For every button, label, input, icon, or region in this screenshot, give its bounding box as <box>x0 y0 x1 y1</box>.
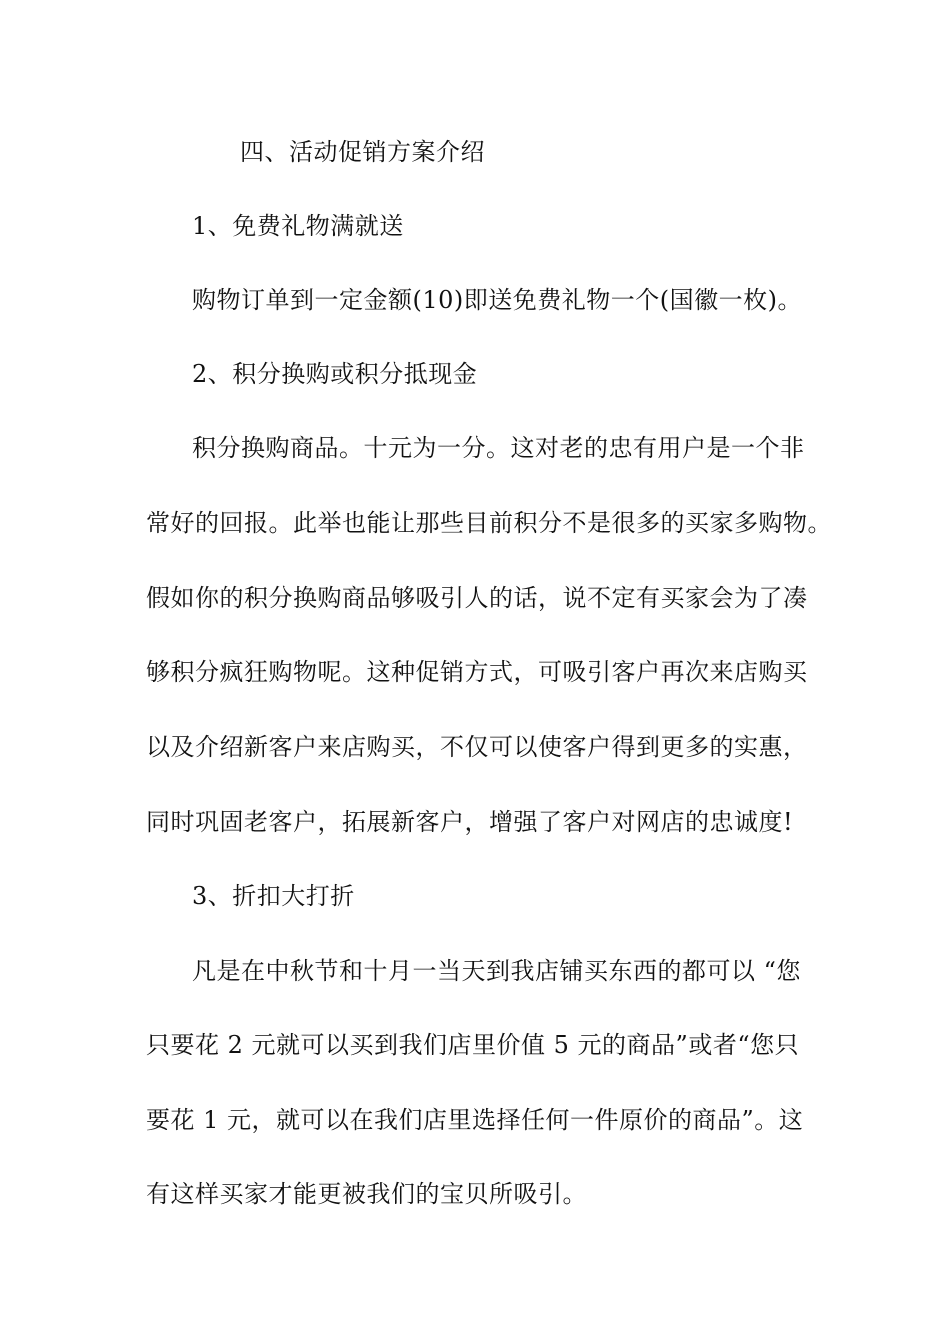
paragraph-line: 积分换购商品。十元为一分。这对老的忠有用户是一个非 <box>192 434 805 462</box>
item-heading-3: 3、折扣大打折 <box>192 882 355 910</box>
section-title: 四、活动促销方案介绍 <box>240 138 485 166</box>
item-heading-2: 2、积分换购或积分抵现金 <box>192 360 478 388</box>
paragraph-line: 够积分疯狂购物呢。这种促销方式，可吸引客户再次来店购买 <box>146 658 808 686</box>
paragraph-line: 只要花 2 元就可以买到我们店里价值 5 元的商品”或者“您只 <box>146 1031 800 1059</box>
paragraph-line: 凡是在中秋节和十月一当天到我店铺买东西的都可以 “您 <box>192 957 801 985</box>
paragraph-line: 常好的回报。此举也能让那些目前积分不是很多的买家多购物。 <box>146 509 832 537</box>
item-heading-1: 1、免费礼物满就送 <box>192 212 404 240</box>
paragraph-line: 以及介绍新客户来店购买，不仅可以使客户得到更多的实惠， <box>146 733 808 761</box>
paragraph-line: 有这样买家才能更被我们的宝贝所吸引。 <box>146 1180 587 1208</box>
paragraph-line: 假如你的积分换购商品够吸引人的话，说不定有买家会为了凑 <box>146 584 808 612</box>
paragraph-line: 要花 1 元，就可以在我们店里选择任何一件原价的商品”。这 <box>146 1106 804 1134</box>
paragraph-line: 同时巩固老客户，拓展新客户，增强了客户对网店的忠诚度! <box>146 808 794 836</box>
paragraph-line: 购物订单到一定金额(10)即送免费礼物一个(国徽一枚)。 <box>192 286 802 314</box>
